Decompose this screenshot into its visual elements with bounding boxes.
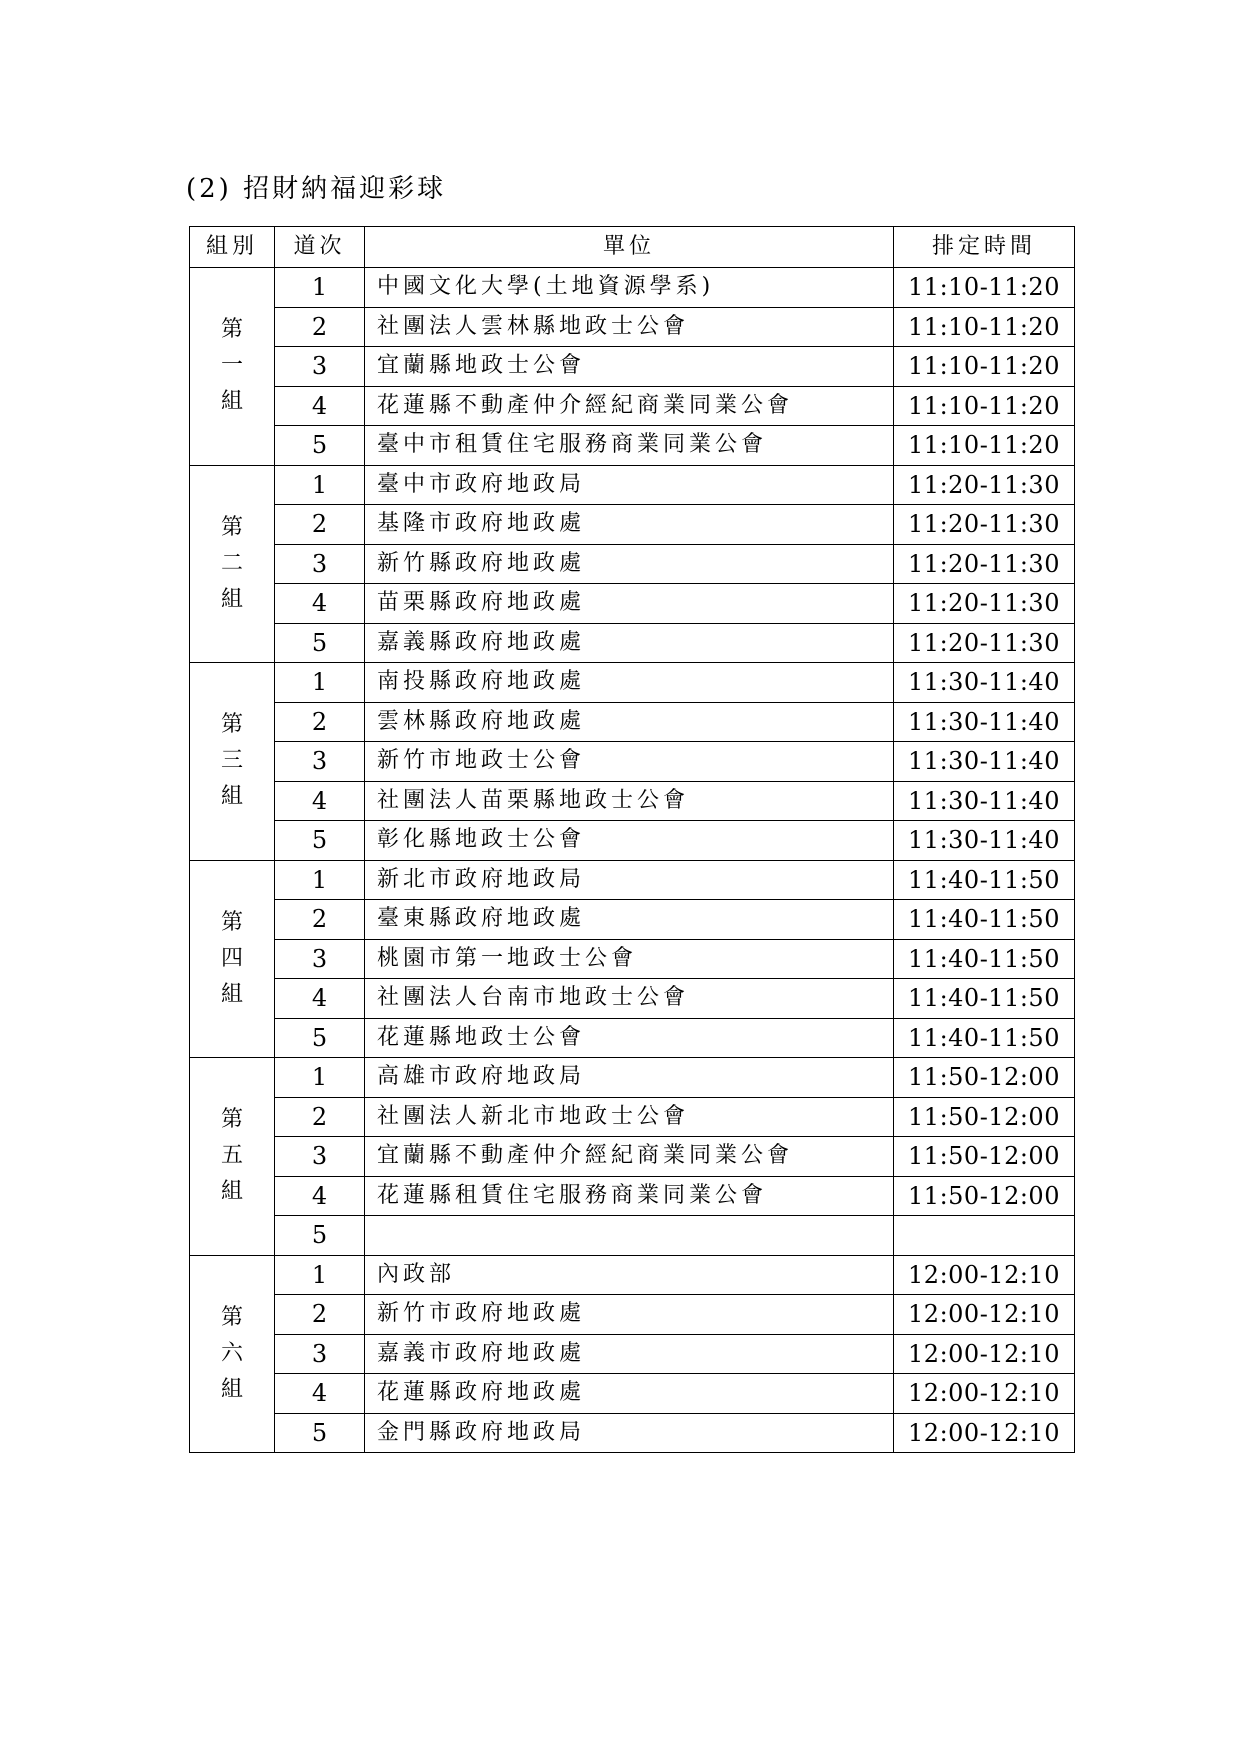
time-cell: 11:50-12:00 <box>894 1058 1075 1098</box>
time-cell: 12:00-12:10 <box>894 1334 1075 1374</box>
lane-cell: 1 <box>275 1058 365 1098</box>
group-label-char: 第 <box>220 514 243 540</box>
time-cell: 11:20-11:30 <box>894 465 1075 505</box>
time-cell: 11:40-11:50 <box>894 1018 1075 1058</box>
lane-cell: 3 <box>275 742 365 782</box>
group-label <box>221 714 243 808</box>
group-label-char: 組 <box>220 784 243 810</box>
table-row <box>190 386 1075 426</box>
lane-cell: 4 <box>275 1176 365 1216</box>
group-label-char: 組 <box>220 1376 243 1402</box>
table-row <box>190 544 1075 584</box>
time-cell: 11:40-11:50 <box>894 860 1075 900</box>
unit-cell: 基隆市政府地政處 <box>365 505 894 545</box>
group-label-char: 四 <box>220 945 243 971</box>
table-row <box>190 1137 1075 1177</box>
lane-cell: 3 <box>275 939 365 979</box>
group-label-char: 一 <box>220 353 243 379</box>
time-cell: 12:00-12:10 <box>894 1295 1075 1335</box>
group-label-char: 第 <box>220 1304 243 1330</box>
table-row <box>190 781 1075 821</box>
time-cell: 11:10-11:20 <box>894 426 1075 466</box>
group-label-cell <box>190 663 275 861</box>
time-cell: 11:50-12:00 <box>894 1097 1075 1137</box>
time-cell: 11:50-12:00 <box>894 1137 1075 1177</box>
unit-cell: 新竹縣政府地政處 <box>365 544 894 584</box>
group-label-char: 二 <box>220 550 243 576</box>
table-row <box>190 939 1075 979</box>
unit-cell: 南投縣政府地政處 <box>365 663 894 703</box>
table-row <box>190 426 1075 466</box>
lane-cell: 2 <box>275 505 365 545</box>
lane-cell: 5 <box>275 426 365 466</box>
unit-cell: 嘉義市政府地政處 <box>365 1334 894 1374</box>
table-row <box>190 1097 1075 1137</box>
table-body <box>190 268 1075 1453</box>
unit-cell: 宜蘭縣地政士公會 <box>365 347 894 387</box>
time-cell: 11:20-11:30 <box>894 544 1075 584</box>
time-cell: 11:50-12:00 <box>894 1176 1075 1216</box>
table-row <box>190 584 1075 624</box>
header-lane: 道次 <box>275 227 365 268</box>
time-cell: 11:20-11:30 <box>894 584 1075 624</box>
section-title: (2) 招財納福迎彩球 <box>186 174 447 204</box>
unit-cell: 社團法人苗栗縣地政士公會 <box>365 781 894 821</box>
unit-cell <box>365 1216 894 1256</box>
table-row <box>190 1255 1075 1295</box>
time-cell: 11:10-11:20 <box>894 347 1075 387</box>
group-label-char: 三 <box>220 748 243 774</box>
lane-cell: 3 <box>275 1334 365 1374</box>
unit-cell: 新北市政府地政局 <box>365 860 894 900</box>
lane-cell: 2 <box>275 900 365 940</box>
table-row <box>190 702 1075 742</box>
unit-cell: 臺中市政府地政局 <box>365 465 894 505</box>
unit-cell: 金門縣政府地政局 <box>365 1413 894 1453</box>
lane-cell: 1 <box>275 860 365 900</box>
table-row <box>190 1176 1075 1216</box>
unit-cell: 新竹市政府地政處 <box>365 1295 894 1335</box>
header-row <box>190 227 1075 268</box>
lane-cell: 2 <box>275 702 365 742</box>
header-unit: 單位 <box>365 227 894 268</box>
table-row <box>190 821 1075 861</box>
unit-cell: 花蓮縣不動產仲介經紀商業同業公會 <box>365 386 894 426</box>
header-group: 組別 <box>190 227 275 268</box>
unit-cell: 花蓮縣政府地政處 <box>365 1374 894 1414</box>
group-label-char: 組 <box>220 1179 243 1205</box>
time-cell: 11:40-11:50 <box>894 900 1075 940</box>
time-cell: 11:30-11:40 <box>894 821 1075 861</box>
time-cell: 12:00-12:10 <box>894 1413 1075 1453</box>
lane-cell: 5 <box>275 1413 365 1453</box>
table-row <box>190 1334 1075 1374</box>
table-row <box>190 1374 1075 1414</box>
table-row <box>190 268 1075 308</box>
lane-cell: 4 <box>275 979 365 1019</box>
time-cell <box>894 1216 1075 1256</box>
time-cell: 11:40-11:50 <box>894 939 1075 979</box>
group-label-char: 六 <box>220 1340 243 1366</box>
time-cell: 12:00-12:10 <box>894 1374 1075 1414</box>
group-label-char: 第 <box>220 712 243 738</box>
time-cell: 11:30-11:40 <box>894 663 1075 703</box>
group-label-char: 組 <box>220 389 243 415</box>
group-label-char: 五 <box>220 1143 243 1169</box>
time-cell: 11:30-11:40 <box>894 781 1075 821</box>
unit-cell: 中國文化大學(土地資源學系) <box>365 268 894 308</box>
group-label-cell <box>190 465 275 663</box>
unit-cell: 臺中市租賃住宅服務商業同業公會 <box>365 426 894 466</box>
table-row <box>190 347 1075 387</box>
unit-cell: 桃園市第一地政士公會 <box>365 939 894 979</box>
group-label-char: 第 <box>220 1107 243 1133</box>
unit-cell: 雲林縣政府地政處 <box>365 702 894 742</box>
lane-cell: 1 <box>275 1255 365 1295</box>
unit-cell: 高雄市政府地政局 <box>365 1058 894 1098</box>
unit-cell: 內政部 <box>365 1255 894 1295</box>
table-row <box>190 1018 1075 1058</box>
lane-cell: 1 <box>275 268 365 308</box>
lane-cell: 4 <box>275 1374 365 1414</box>
table-row <box>190 623 1075 663</box>
unit-cell: 宜蘭縣不動產仲介經紀商業同業公會 <box>365 1137 894 1177</box>
schedule-table <box>189 226 1075 1453</box>
table-row <box>190 900 1075 940</box>
group-label-cell <box>190 860 275 1058</box>
time-cell: 11:10-11:20 <box>894 268 1075 308</box>
time-cell: 11:20-11:30 <box>894 623 1075 663</box>
time-cell: 11:30-11:40 <box>894 702 1075 742</box>
table-row <box>190 1295 1075 1335</box>
table-header <box>190 227 1075 268</box>
unit-cell: 臺東縣政府地政處 <box>365 900 894 940</box>
time-cell: 11:20-11:30 <box>894 505 1075 545</box>
unit-cell: 社團法人雲林縣地政士公會 <box>365 307 894 347</box>
group-label <box>220 1304 243 1402</box>
lane-cell: 4 <box>275 386 365 426</box>
header-time: 排定時間 <box>894 227 1075 268</box>
group-label-cell <box>190 268 275 466</box>
time-cell: 11:40-11:50 <box>894 979 1075 1019</box>
group-label-cell <box>190 1058 275 1256</box>
table-row <box>190 505 1075 545</box>
lane-cell: 5 <box>275 821 365 861</box>
group-label-cell <box>190 1255 275 1453</box>
table-row <box>190 1058 1075 1098</box>
group-label <box>221 319 243 413</box>
table-row <box>190 1413 1075 1453</box>
lane-cell: 1 <box>275 663 365 703</box>
time-cell: 11:10-11:20 <box>894 386 1075 426</box>
lane-cell: 2 <box>275 1295 365 1335</box>
group-label-char: 第 <box>220 909 243 935</box>
lane-cell: 3 <box>275 347 365 387</box>
lane-cell: 2 <box>275 1097 365 1137</box>
unit-cell: 彰化縣地政士公會 <box>365 821 894 861</box>
table-row <box>190 465 1075 505</box>
lane-cell: 5 <box>275 1216 365 1256</box>
time-cell: 11:10-11:20 <box>894 307 1075 347</box>
group-label <box>220 909 243 1007</box>
table-row <box>190 742 1075 782</box>
lane-cell: 1 <box>275 465 365 505</box>
time-cell: 11:30-11:40 <box>894 742 1075 782</box>
table-row <box>190 979 1075 1019</box>
unit-cell: 社團法人新北市地政士公會 <box>365 1097 894 1137</box>
group-label-char: 第 <box>220 317 243 343</box>
unit-cell: 新竹市地政士公會 <box>365 742 894 782</box>
lane-cell: 4 <box>275 781 365 821</box>
unit-cell: 苗栗縣政府地政處 <box>365 584 894 624</box>
group-label <box>221 1109 243 1203</box>
group-label-char: 組 <box>220 586 243 612</box>
unit-cell: 花蓮縣地政士公會 <box>365 1018 894 1058</box>
unit-cell: 嘉義縣政府地政處 <box>365 623 894 663</box>
time-cell: 12:00-12:10 <box>894 1255 1075 1295</box>
unit-cell: 花蓮縣租賃住宅服務商業同業公會 <box>365 1176 894 1216</box>
lane-cell: 3 <box>275 544 365 584</box>
unit-cell: 社團法人台南市地政士公會 <box>365 979 894 1019</box>
table-row <box>190 860 1075 900</box>
table-row <box>190 663 1075 703</box>
lane-cell: 4 <box>275 584 365 624</box>
lane-cell: 3 <box>275 1137 365 1177</box>
group-label <box>220 514 243 612</box>
lane-cell: 5 <box>275 623 365 663</box>
table-row <box>190 1216 1075 1256</box>
lane-cell: 2 <box>275 307 365 347</box>
group-label-char: 組 <box>220 981 243 1007</box>
lane-cell: 5 <box>275 1018 365 1058</box>
table-row <box>190 307 1075 347</box>
